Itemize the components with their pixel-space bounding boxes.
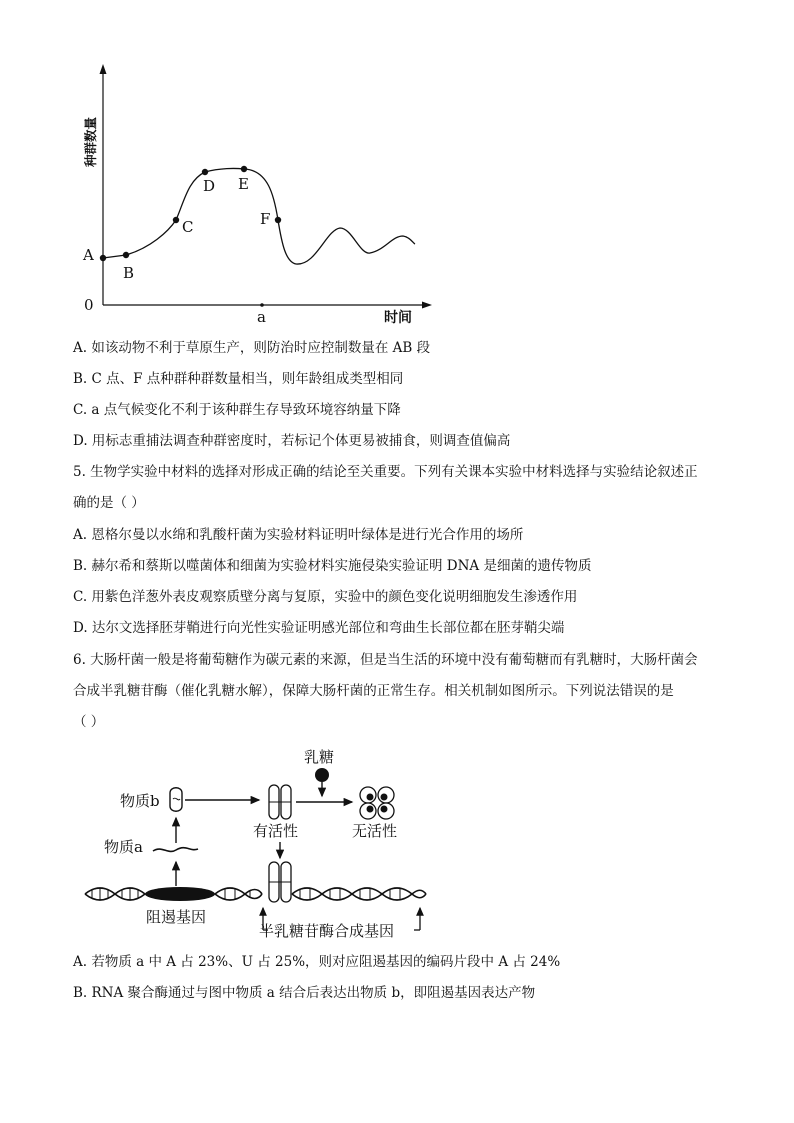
q5-stem-line1: 5. 生物学实验中材料的选择对形成正确的结论至关重要。下列有关课本实验中材料选择与实验结论叙述正: [73, 464, 698, 480]
label-A: A: [83, 246, 94, 264]
x-mark-a-label: a: [257, 308, 266, 326]
q6-stem-line1: 6. 大肠杆菌一般是将葡萄糖作为碳元素的来源，但是当生活的环境中没有葡萄糖而有乳糖时，大肠杆菌会: [73, 652, 698, 668]
inactive-repressor-icon: [360, 787, 394, 819]
lactose-label: 乳糖: [304, 748, 335, 766]
substance-b-protein-icon: [170, 788, 182, 812]
lactose-molecule-icon: [315, 768, 329, 782]
q5-option-c: C. 用紫色洋葱外表皮观察质壁分离与复原，实验中的颜色变化说明细胞发生渗透作用: [73, 589, 578, 605]
active-repressor-icon: [269, 785, 291, 819]
label-D: D: [203, 177, 216, 195]
q4-option-b: B. C 点、F 点种群种群数量相当，则年龄组成类型相同: [73, 371, 404, 387]
q5-stem-line2: 确的是（ ）: [73, 495, 145, 511]
q4-option-d: D. 用标志重捕法调查种群密度时，若标记个体更易被捕食，则调查值偏高: [73, 433, 511, 449]
q5-option-b: B. 赫尔希和蔡斯以噬菌体和细菌为实验材料实施侵染实验证明 DNA 是细菌的遗传物质: [73, 558, 592, 574]
label-E: E: [238, 175, 249, 193]
inactive-label: 无活性: [352, 822, 398, 840]
q4-option-c: C. a 点气候变化不利于该种群生存导致环境容纳量下降: [73, 402, 401, 418]
repressor-gene-label: 阻遏基因: [146, 908, 207, 926]
q6-option-a: A. 若物质 a 中 A 占 23%、U 占 25%，则对应阻遏基因的编码片段中 A 占 24%: [73, 954, 561, 970]
y-axis-label: 种群数量: [83, 116, 98, 167]
q5-option-a: A. 恩格尔曼以水绵和乳酸杆菌为实验材料证明叶绿体是进行光合作用的场所: [73, 527, 524, 543]
origin-label: 0: [84, 296, 94, 314]
dna-strand: [85, 887, 426, 901]
substance-a-label: 物质a: [104, 838, 143, 856]
substance-a-mrna: [153, 848, 198, 852]
x-axis-label: 时间: [384, 310, 412, 326]
substance-b-label: 物质b: [120, 792, 160, 810]
q4-option-a: A. 如该动物不利于草原生产，则防治时应控制数量在 AB 段: [73, 340, 431, 356]
q5-option-d: D. 达尔文选择胚芽鞘进行向光性实验证明感光部位和弯曲生长部位都在胚芽鞘尖端: [73, 620, 565, 636]
label-F: F: [260, 210, 271, 228]
label-C: C: [182, 218, 194, 236]
bound-repressor-icon: [269, 862, 291, 902]
q6-stem-line3: （ ）: [73, 714, 105, 730]
gal-gene-label: 半乳糖苷酶合成基因: [259, 922, 395, 940]
active-label: 有活性: [253, 822, 299, 840]
q6-stem-line2: 合成半乳糖苷酶（催化乳糖水解），保障大肠杆菌的正常生存。相关机制如图所示。下列说法错误的是: [73, 683, 674, 699]
label-B: B: [123, 264, 135, 282]
q6-option-b: B. RNA 聚合酶通过与图中物质 a 结合后表达出物质 b，即阻遏基因表达产物: [73, 985, 536, 1001]
